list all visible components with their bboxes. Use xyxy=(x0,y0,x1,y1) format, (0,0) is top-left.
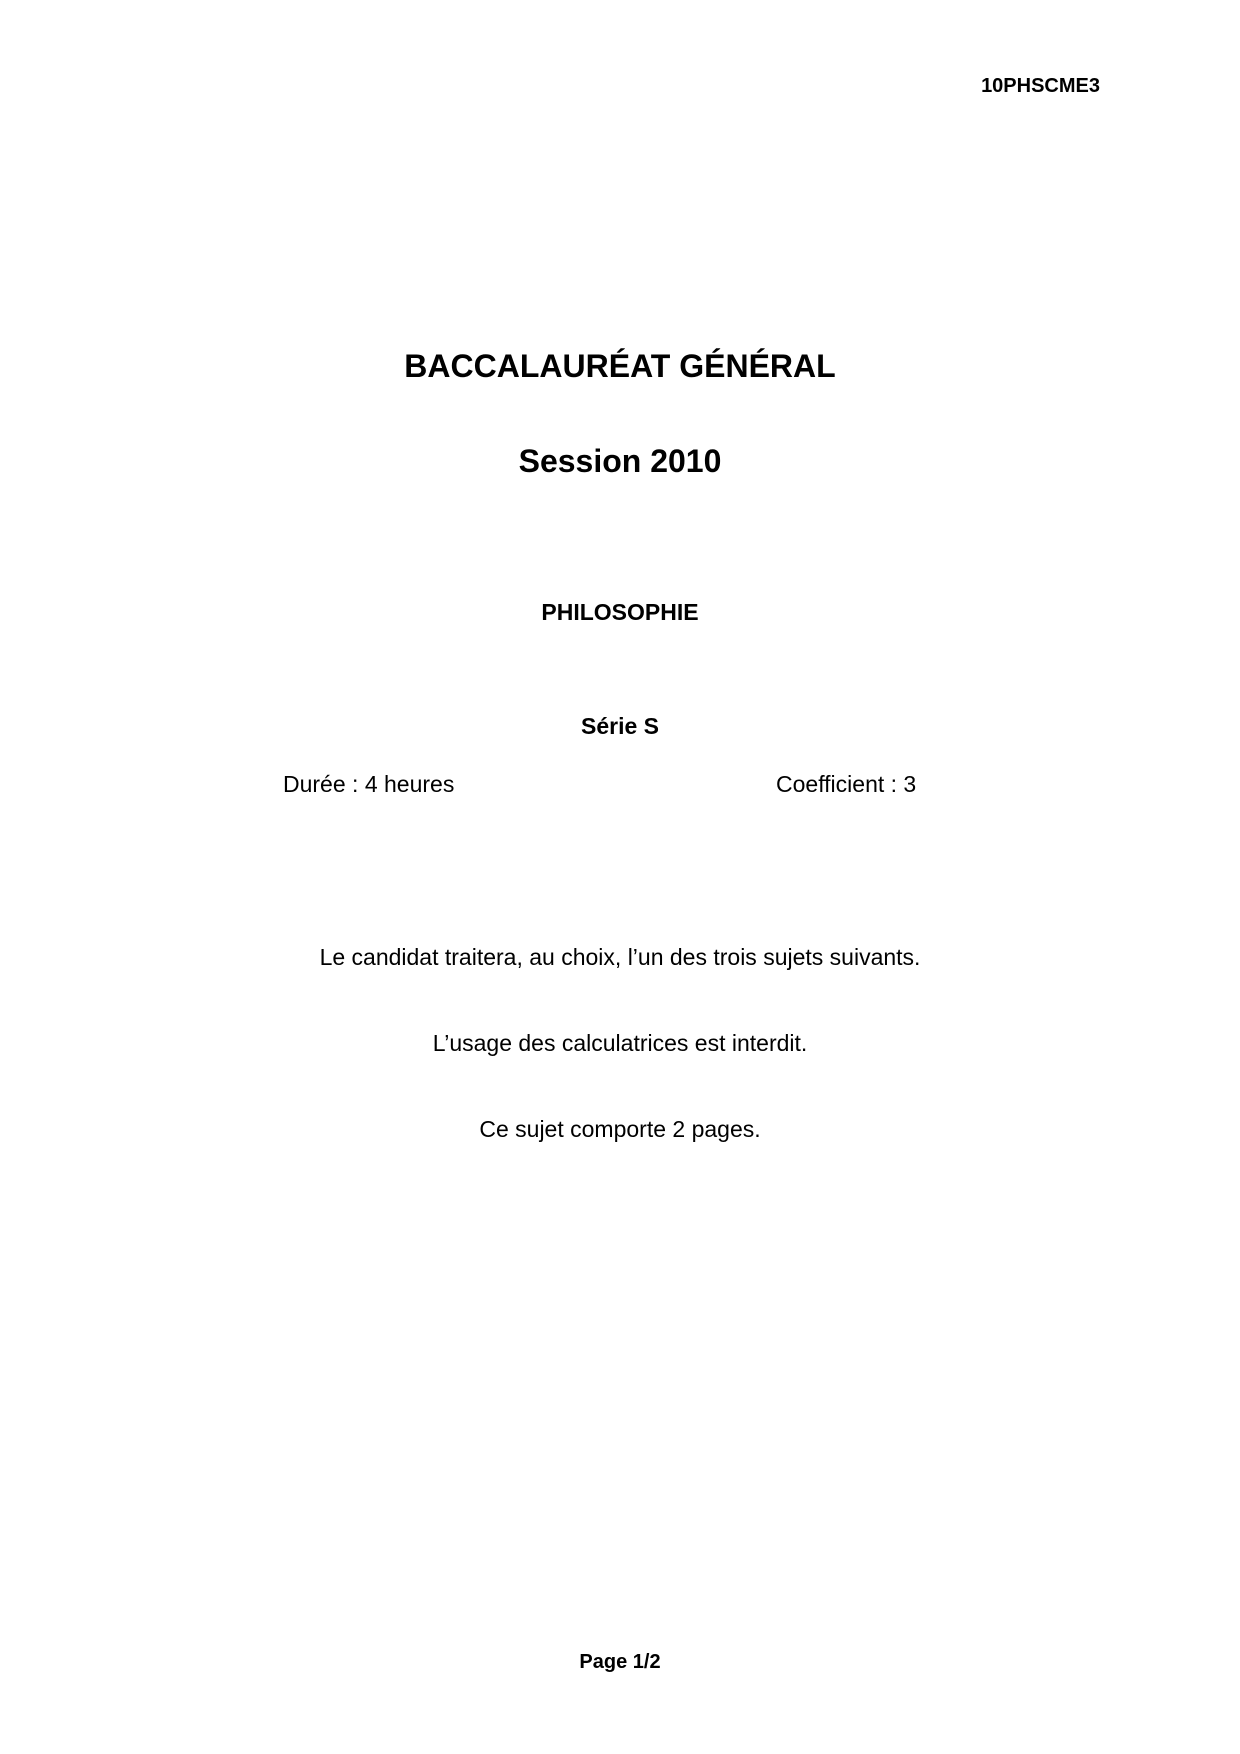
instruction-page-count: Ce sujet comporte 2 pages. xyxy=(479,1116,761,1142)
document-code: 10PHSCME3 xyxy=(981,75,1100,97)
exam-title: BACCALAURÉAT GÉNÉRAL xyxy=(404,348,836,384)
duration-label: Durée : 4 heures xyxy=(283,771,455,797)
instruction-calculators: L’usage des calculatrices est interdit. xyxy=(432,1030,808,1056)
page-number: Page 1/2 xyxy=(579,1651,661,1673)
instruction-choice: Le candidat traitera, au choix, l’un des trois sujets suivants. xyxy=(319,944,921,970)
subject-name: PHILOSOPHIE xyxy=(541,599,699,625)
session-title: Session 2010 xyxy=(518,443,722,479)
serie-label: Série S xyxy=(581,713,659,739)
coefficient-label: Coefficient : 3 xyxy=(776,771,917,797)
